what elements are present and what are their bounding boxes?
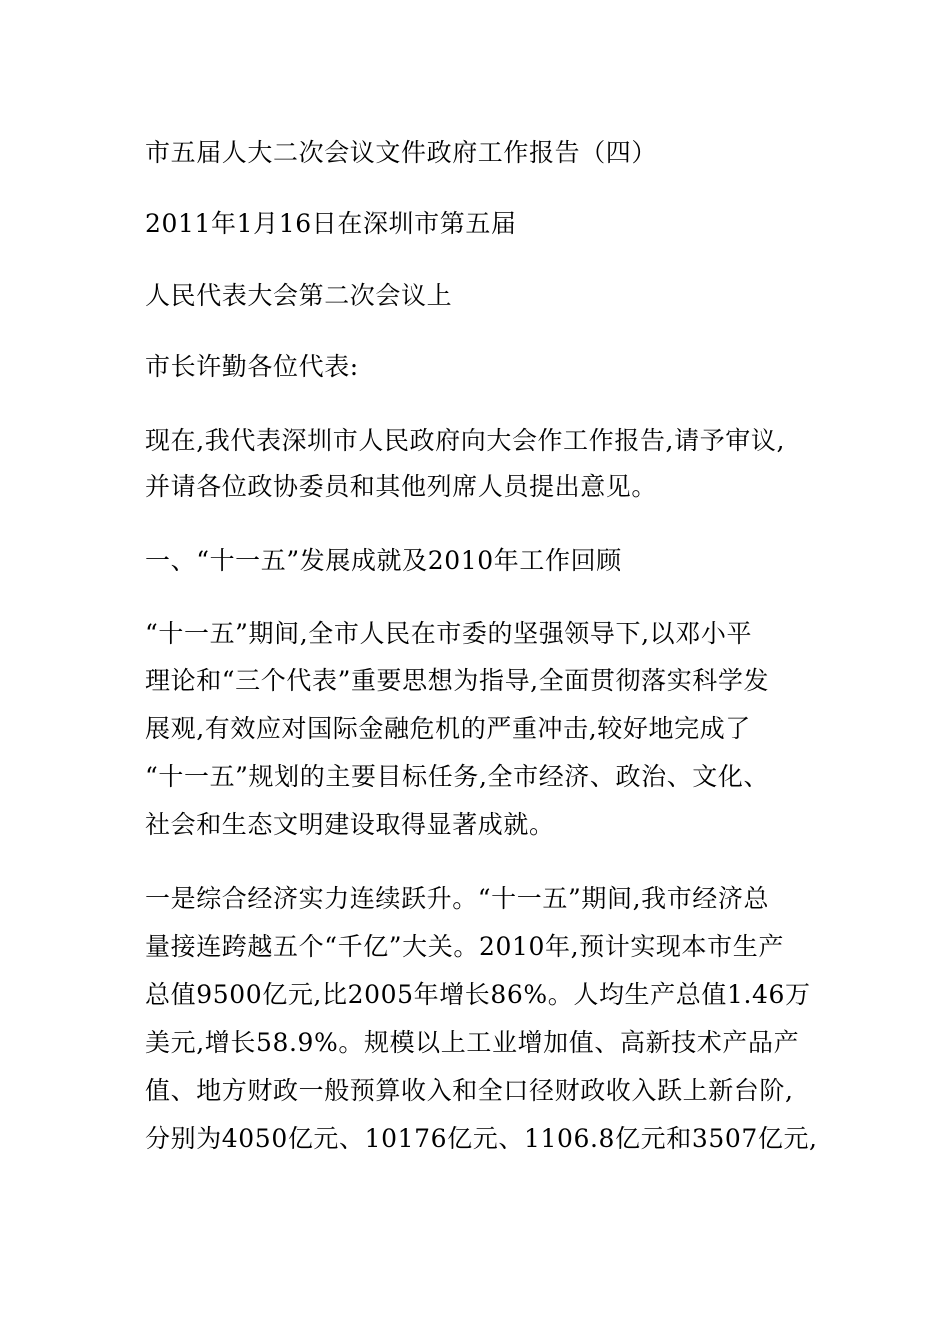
- paragraph-line: 值、地方财政一般预算收入和全口径财政收入跃上新台阶,: [145, 1076, 794, 1105]
- speaker-line: 市长许勤各位代表:: [145, 352, 359, 381]
- paragraph-line: 现在,我代表深圳市人民政府向大会作工作报告,请予审议,: [145, 426, 786, 455]
- paragraph-line: “十一五”期间,全市人民在市委的坚强领导下,以邓小平: [145, 619, 753, 648]
- paragraph-line: 分别为4050亿元、10176亿元、1106.8亿元和3507亿元,: [145, 1124, 818, 1153]
- paragraph-line: 一是综合经济实力连续跃升。“十一五”期间,我市经济总: [145, 884, 770, 913]
- paragraph-line: 并请各位政协委员和其他列席人员提出意见。: [145, 472, 658, 501]
- paragraph-line: 总值9500亿元,比2005年增长86%。人均生产总值1.46万: [145, 980, 811, 1009]
- section-heading: 一、“十一五”发展成就及2010年工作回顾: [145, 546, 622, 575]
- paragraph-line: 社会和生态文明建设取得显著成就。: [145, 810, 555, 839]
- meta-meeting-line: 人民代表大会第二次会议上: [145, 281, 453, 310]
- paragraph-line: 美元,增长58.9%。规模以上工业增加值、高新技术产品产: [145, 1028, 800, 1057]
- paragraph-line: 展观,有效应对国际金融危机的严重冲击,较好地完成了: [145, 714, 751, 743]
- paragraph-line: 量接连跨越五个“千亿”大关。2010年,预计实现本市生产: [145, 932, 784, 961]
- paragraph-line: “十一五”规划的主要目标任务,全市经济、政治、文化、: [145, 762, 770, 791]
- paragraph-line: 理论和“三个代表”重要思想为指导,全面贯彻落实科学发: [145, 666, 770, 695]
- meta-date-line: 2011年1月16日在深圳市第五届: [145, 209, 517, 238]
- document-title: 市五届人大二次会议文件政府工作报告（四）: [145, 138, 658, 167]
